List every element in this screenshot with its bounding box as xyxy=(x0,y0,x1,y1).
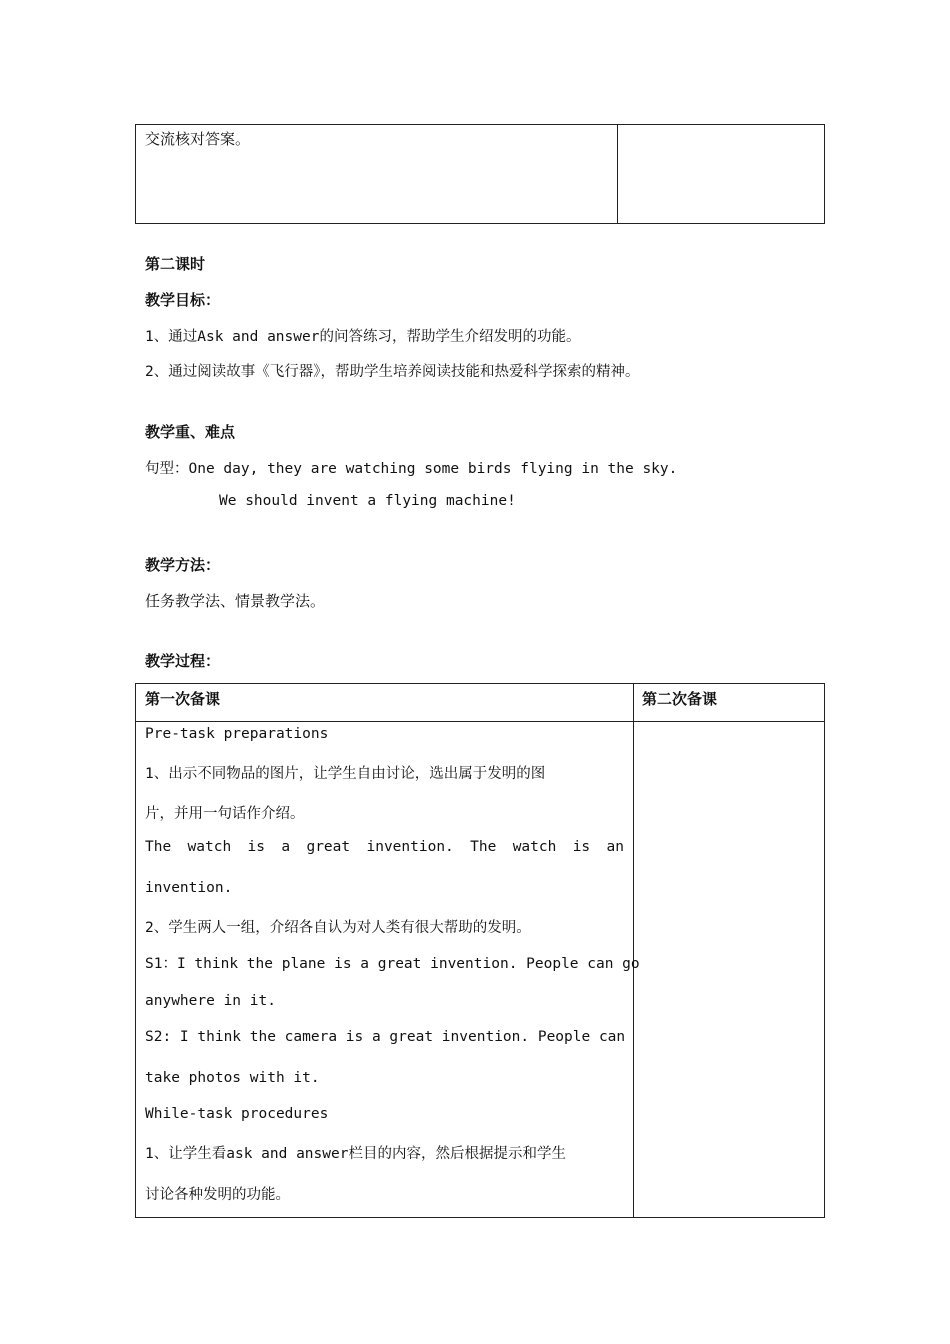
keypoints-heading: 教学重、难点 xyxy=(145,423,236,441)
lesson-title: 第二课时 xyxy=(145,255,206,273)
objective-1: 1、通过Ask and answer的问答练习，帮助学生介绍发明的功能。 xyxy=(145,329,581,345)
top-table-cell-text: 交流核对答案。 xyxy=(145,130,251,148)
while-step1-line2: 讨论各种发明的功能。 xyxy=(145,1187,290,1203)
methods-text: 任务教学法、情景教学法。 xyxy=(145,592,326,610)
s2-line2: take photos with it. xyxy=(145,1070,320,1086)
s1-line2: anywhere in it. xyxy=(145,993,276,1009)
objectives-heading: 教学目标： xyxy=(145,291,221,309)
process-table-col-divider xyxy=(633,683,634,1218)
process-table-header-divider xyxy=(135,721,825,722)
s2-line1: S2: I think the camera is a great invention. People can xyxy=(145,1029,626,1045)
top-table-divider xyxy=(617,124,618,224)
s1-line1: S1：I think the plane is a great invention. People can go xyxy=(145,956,640,972)
sentence-line-1: 句型：One day, they are watching some birds flying in the sky. xyxy=(145,461,678,477)
step1-line1: 1、出示不同物品的图片，让学生自由讨论，选出属于发明的图 xyxy=(145,766,546,782)
example-line1: The watch is a great invention. The watch is an xyxy=(145,839,624,855)
step1-line2: 片，并用一句话作介绍。 xyxy=(145,806,305,822)
pre-task-label: Pre-task preparations xyxy=(145,726,329,742)
while-task-label: While-task procedures xyxy=(145,1106,329,1122)
while-step1-line1: 1、让学生看ask and answer栏目的内容，然后根据提示和学生 xyxy=(145,1146,566,1162)
methods-heading: 教学方法： xyxy=(145,556,221,574)
example-line2: invention. xyxy=(145,880,233,896)
step2: 2、学生两人一组，介绍各自认为对人类有很大帮助的发明。 xyxy=(145,920,531,936)
col1-header: 第一次备课 xyxy=(145,690,221,708)
sentence-line-2: We should invent a flying machine! xyxy=(219,493,516,509)
process-heading: 教学过程： xyxy=(145,652,221,670)
objective-2: 2、通过阅读故事《飞行器》，帮助学生培养阅读技能和热爱科学探索的精神。 xyxy=(145,364,640,380)
col2-header: 第二次备课 xyxy=(642,690,718,708)
